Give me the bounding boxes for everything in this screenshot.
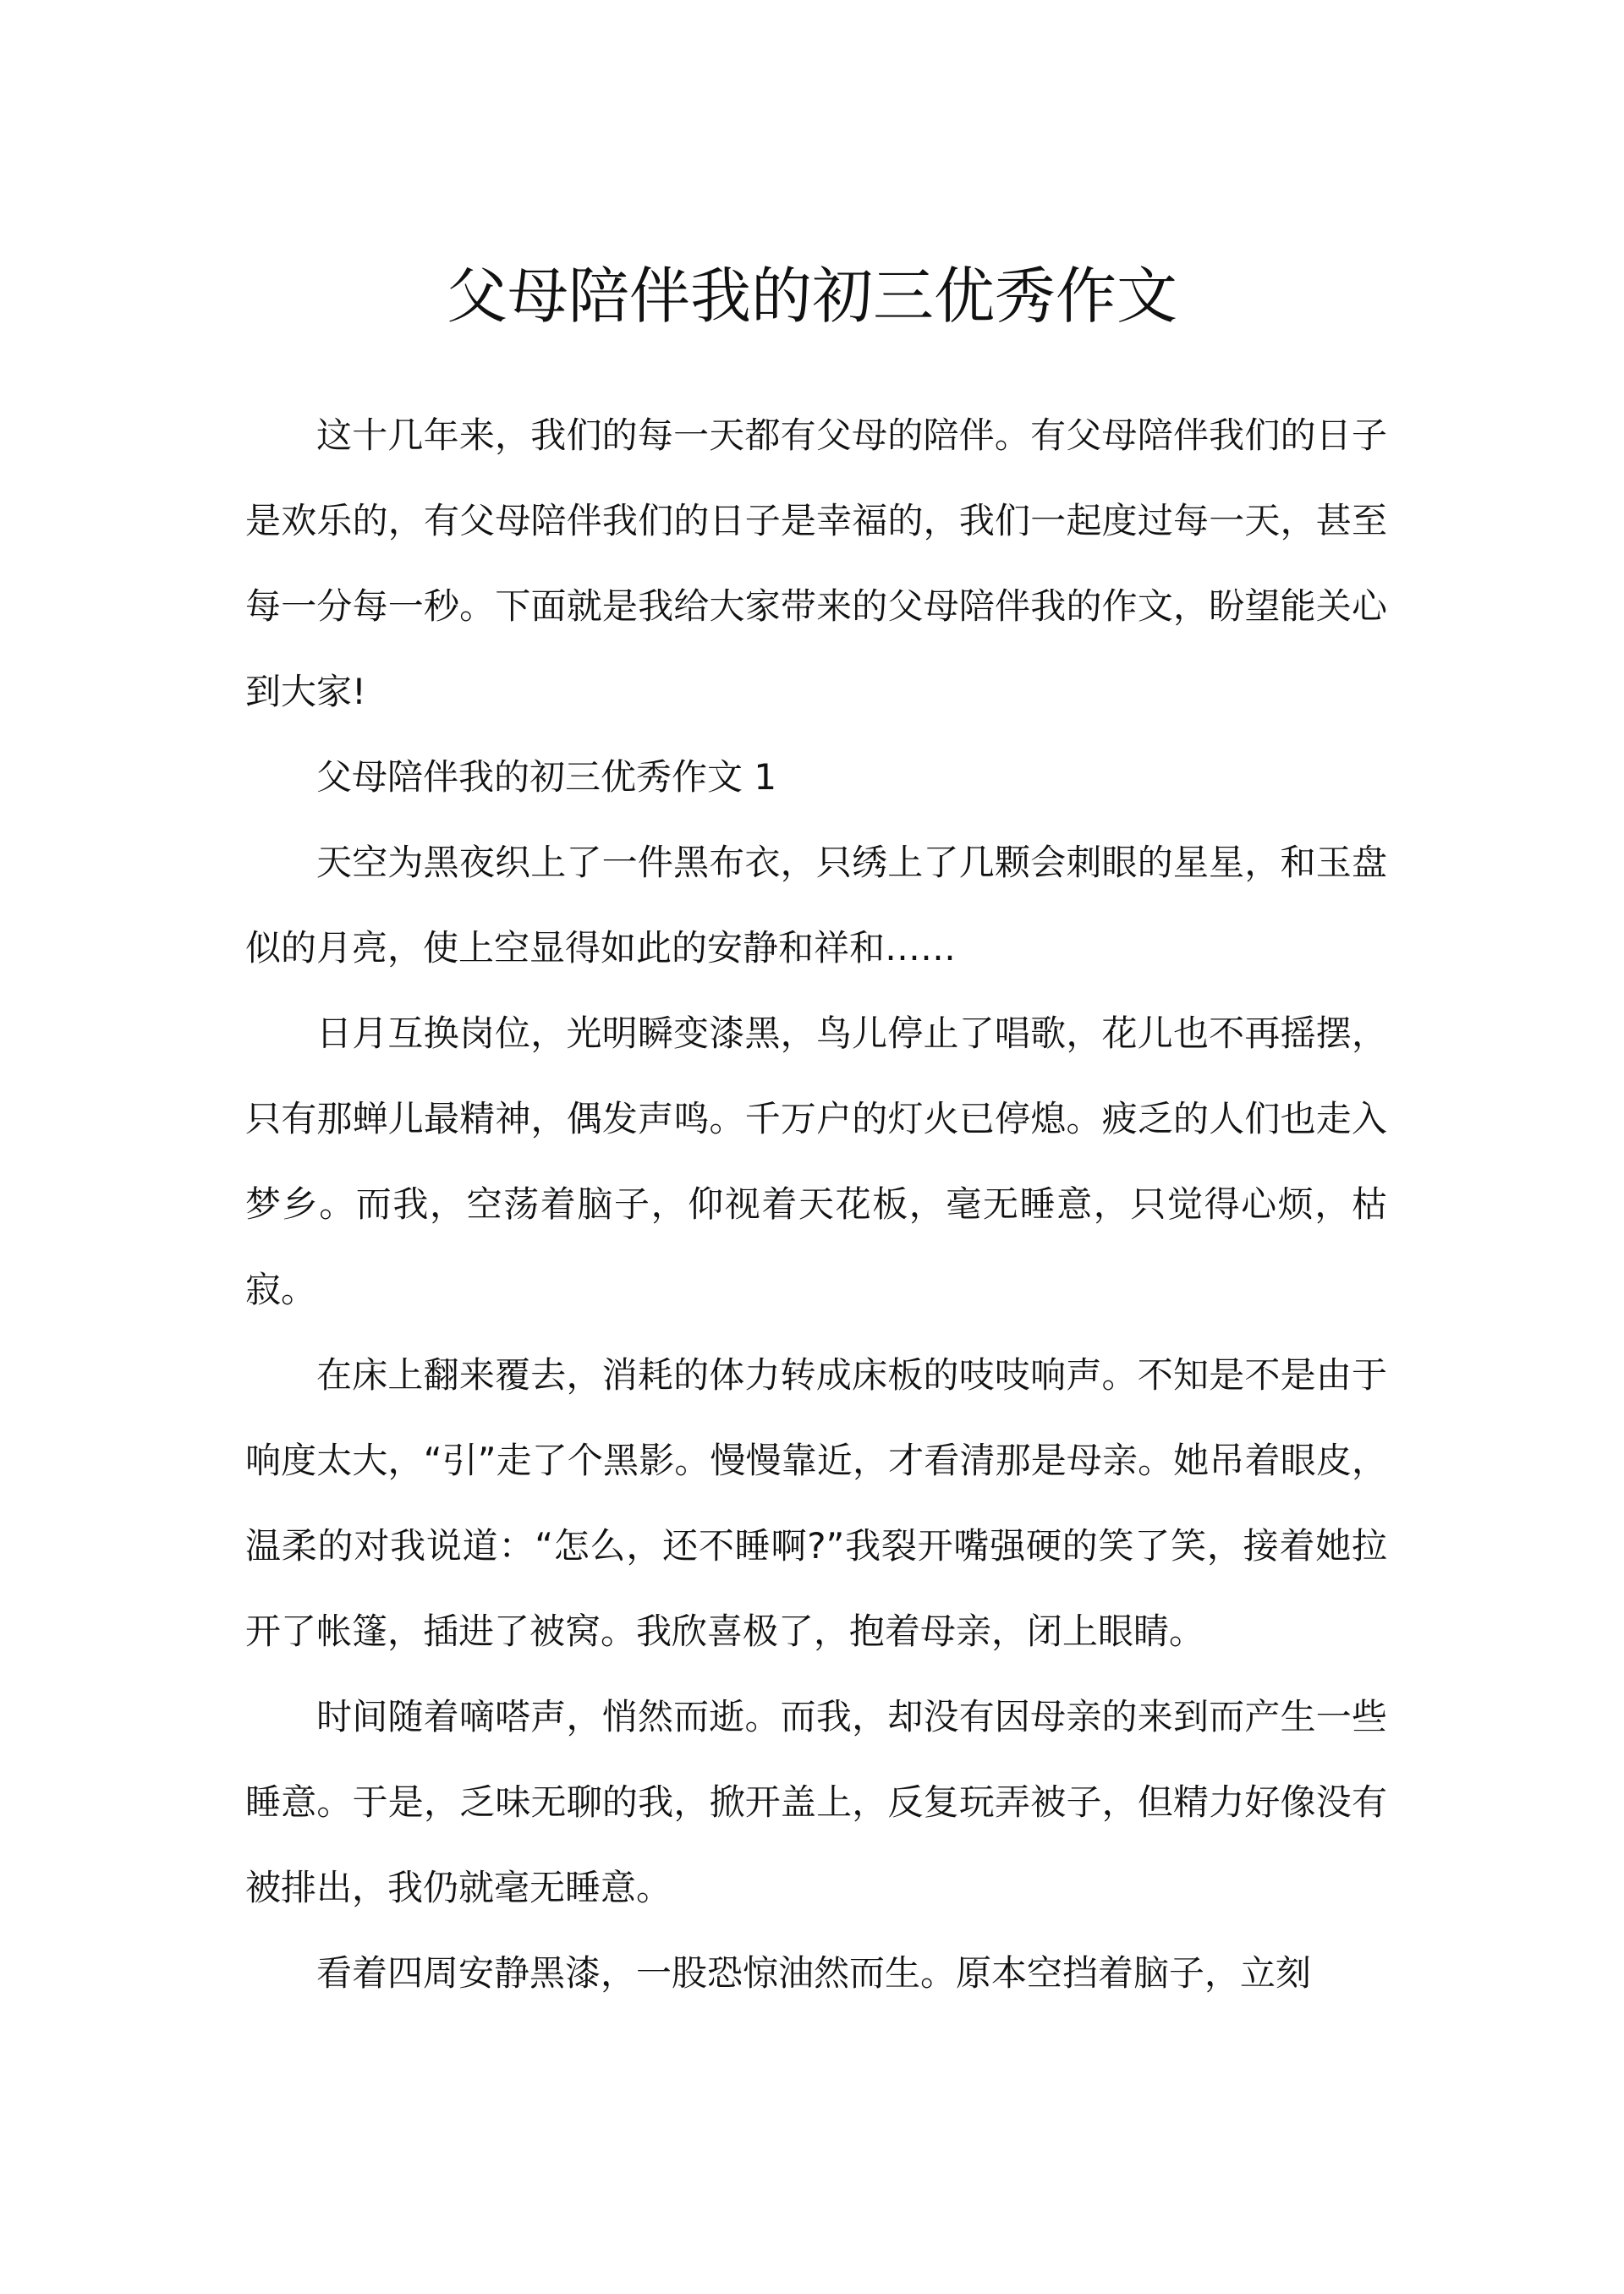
- paragraph: 看着四周安静黑漆，一股恐惊油然而生。原本空挡着脑子，立刻: [316, 1952, 1312, 1994]
- paragraph: 时间随着嘀嗒声，悄然而逝。而我，却没有因母亲的来到而产生一些睡意。于是，乏味无聊的我，掀开盖上，反复玩弄被子，但精力好像没有被排出，我仍就毫无睡意。: [245, 1696, 1387, 1908]
- paragraph: 日月互换岗位，光明瞬变漆黑，鸟儿停止了唱歌，花儿也不再摇摆，只有那蝉儿最精神，偶发声鸣。千万户的灯火已停熄。疲乏的人们也走入梦乡。而我，空荡着脑子，仰视着天花板，毫无睡意，只觉得心烦，枯寂。: [245, 1013, 1387, 1310]
- document-body: [245, 392, 1387, 2016]
- paragraph: 在床上翻来覆去，消耗的体力转成床板的吱吱响声。不知是不是由于响度太大，“引”走了个黑影。慢慢靠近，才看清那是母亲。她吊着眼皮，温柔的对我说道：“怎么，还不睡啊?”我裂开嘴强硬的笑了笑，接着她拉开了帐篷，插进了被窝。我欣喜极了，抱着母亲，闭上眼睛。: [245, 1354, 1387, 1652]
- section-heading: 父母陪伴我的初三优秀作文 1: [316, 756, 777, 798]
- document-title: 父母陪伴我的初三优秀作文: [446, 261, 1177, 332]
- paragraph-intro: 这十几年来，我们的每一天都有父母的陪伴。有父母陪伴我们的日子是欢乐的，有父母陪伴我们的日子是幸福的，我们一起度过每一天，甚至每一分每一秒。下面就是我给大家带来的父母陪伴我的作文，盼望能关心到大家!: [245, 414, 1387, 712]
- paragraph: 天空为黑夜织上了一件黑布衣，只绣上了几颗会刺眼的星星，和玉盘似的月亮，使上空显得如此的安静和祥和……: [245, 842, 1387, 969]
